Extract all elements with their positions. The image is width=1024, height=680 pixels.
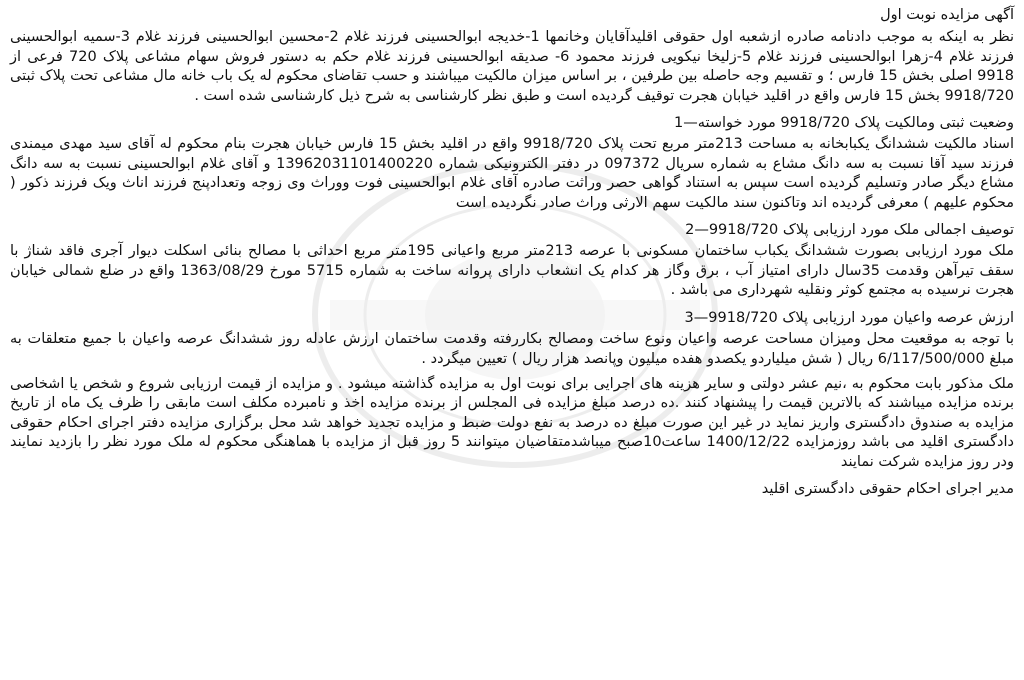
section3-text: با توجه به موقعیت محل ومیزان مساحت عرصه واعیان ونوع ساخت ومصالح بکاررفته وقدمت ساختمان ارزش عادله روز ششدانگ عرصه واعیان با جمیع متعلقات به مبلغ 6/117/500/000 ریال ( شش میلیاردو یکصدو هفده میلیون وپانصد هزار ریال ) تعیین میگردد . — [10, 331, 1014, 367]
section2-heading: توصیف اجمالی ملک مورد ارزیابی پلاک 9918/720—2 — [685, 222, 1014, 239]
section3-heading: ارزش عرصه واعیان مورد ارزیابی پلاک 9918/720—3 — [684, 309, 1014, 326]
section1-heading: وضعیت ثبتی ومالکیت پلاک 9918/720 مورد خواسته—1 — [673, 115, 1014, 132]
auction-terms-text: ملک مذکور بابت محکوم به ،نیم عشر دولتی و سایر هزینه های اجرایی برای نوبت اول به مزایده گذاشته میشود . و مزایده از قیمت ارزیابی شروع و شخص یا اشخاصی برنده مزایده میباشند که بالاترین قیمت را پیشنهاد کنند .ده درصد مبلغ مزایده فی المجلس از برنده مزایده اخذ و نامبرده مکلف است مابقی را ظرف یک ماه از تاریخ مزایده به صندوق دادگستری واریز نماید در غیر این صورت مبلغ ده درصد به نفع دولت ضبط و مزایده تجدید خواهد شد محل برگزاری مزایده دفتر اجرای احکام حقوقی دادگستری اقلید می باشد روزمزایده 1400/12/22 ساعت10صبح میباشدمتقاضیان میتوانند 5 روز قبل از مزایده با هماهنگی محکوم له ملک مورد نظر را بازدید نمایند ودر روز مزایده شرکت نمایند — [10, 375, 1014, 470]
notice-title: آگهی مزایده نوبت اول — [880, 7, 1014, 23]
auction-notice — [10, 6, 1014, 499]
section1-text: اسناد مالکیت ششدانگ یکبابخانه به مساحت 213متر مربع تحت پلاک 9918/720 واقع در اقلید بخش 15 فارس خیابان هجرت بنام محکوم له آقای سید مهدی میمندی فرزند سید آقا نسبت به سه دانگ مشاع به شماره سریال 097372 در دفتر الکترونیکی شماره 13962031101400220 و آقای غلام ابوالحسینی نسبت به سه دانگ مشاع دیگر صادر وتسلیم گردیده است سپس به استناد گواهی حصر وراثت صادره آقای غلام ابوالحسینی فوت ووراث وی زوجه وتعدادپنج فرزند اناث ویک فرزند ذکور ( محکوم علیهم ) معرفی گردیده اند وتاکنون سند مالکیت سهم الارثی وراث صادر نگردیده است — [10, 136, 1015, 211]
section2-text: ملک مورد ارزیابی بصورت ششدانگ یکباب ساختمان مسکونی با عرصه 213متر مربع واعیانی 195متر مربع احداثی با مصالح بنائی اسکلت دیوار آجری فاقد شناژ با سقف تیرآهن وقدمت 35سال دارای امتیاز آب ، برق وگاز هر کدام یک انشعاب دارای پروانه ساخت به شماره 5715 مورخ 1363/08/29 واقع در ضلع شمالی خیابان هجرت نرسیده به مجتمع کوثر ونقلیه شهرداری می باشد . — [10, 243, 1015, 299]
signature: مدیر اجرای احکام حقوقی دادگستری اقلید — [761, 480, 1014, 497]
notice-intro: نظر به اینکه به موجب دادنامه صادره ازشعبه اول حقوقی اقلیدآقایان وخانمها 1-خدیجه ابوالحسینی فرزند غلام 2-محسین ابوالحسینی فرزند غلام 3-سمیه ابوالحسینی فرزند غلام 4-زهرا ابوالحسینی فرزند غلام 5-زلیخا نیکویی فرزند محمود 6- صدیقه ابوالحسینی فرزند غلام حکم به دستور فروش سهام مشاعی پلاک 720 فرعی از 9918 اصلی بخش 15 فارس ؛ و تقسیم وجه حاصله بین طرفین ، بر اساس میزان مالکیت میباشند و حسب تقاضای محکوم له یک باب خانه مال مشاعی تحت پلاک ثبتی 9918/720 بخش 15 فارس واقع در اقلید خیابان هجرت توقیف گردیده است و طبق نظر کارشناسی به شرح ذیل کارشناسی شده است . — [10, 29, 1015, 104]
